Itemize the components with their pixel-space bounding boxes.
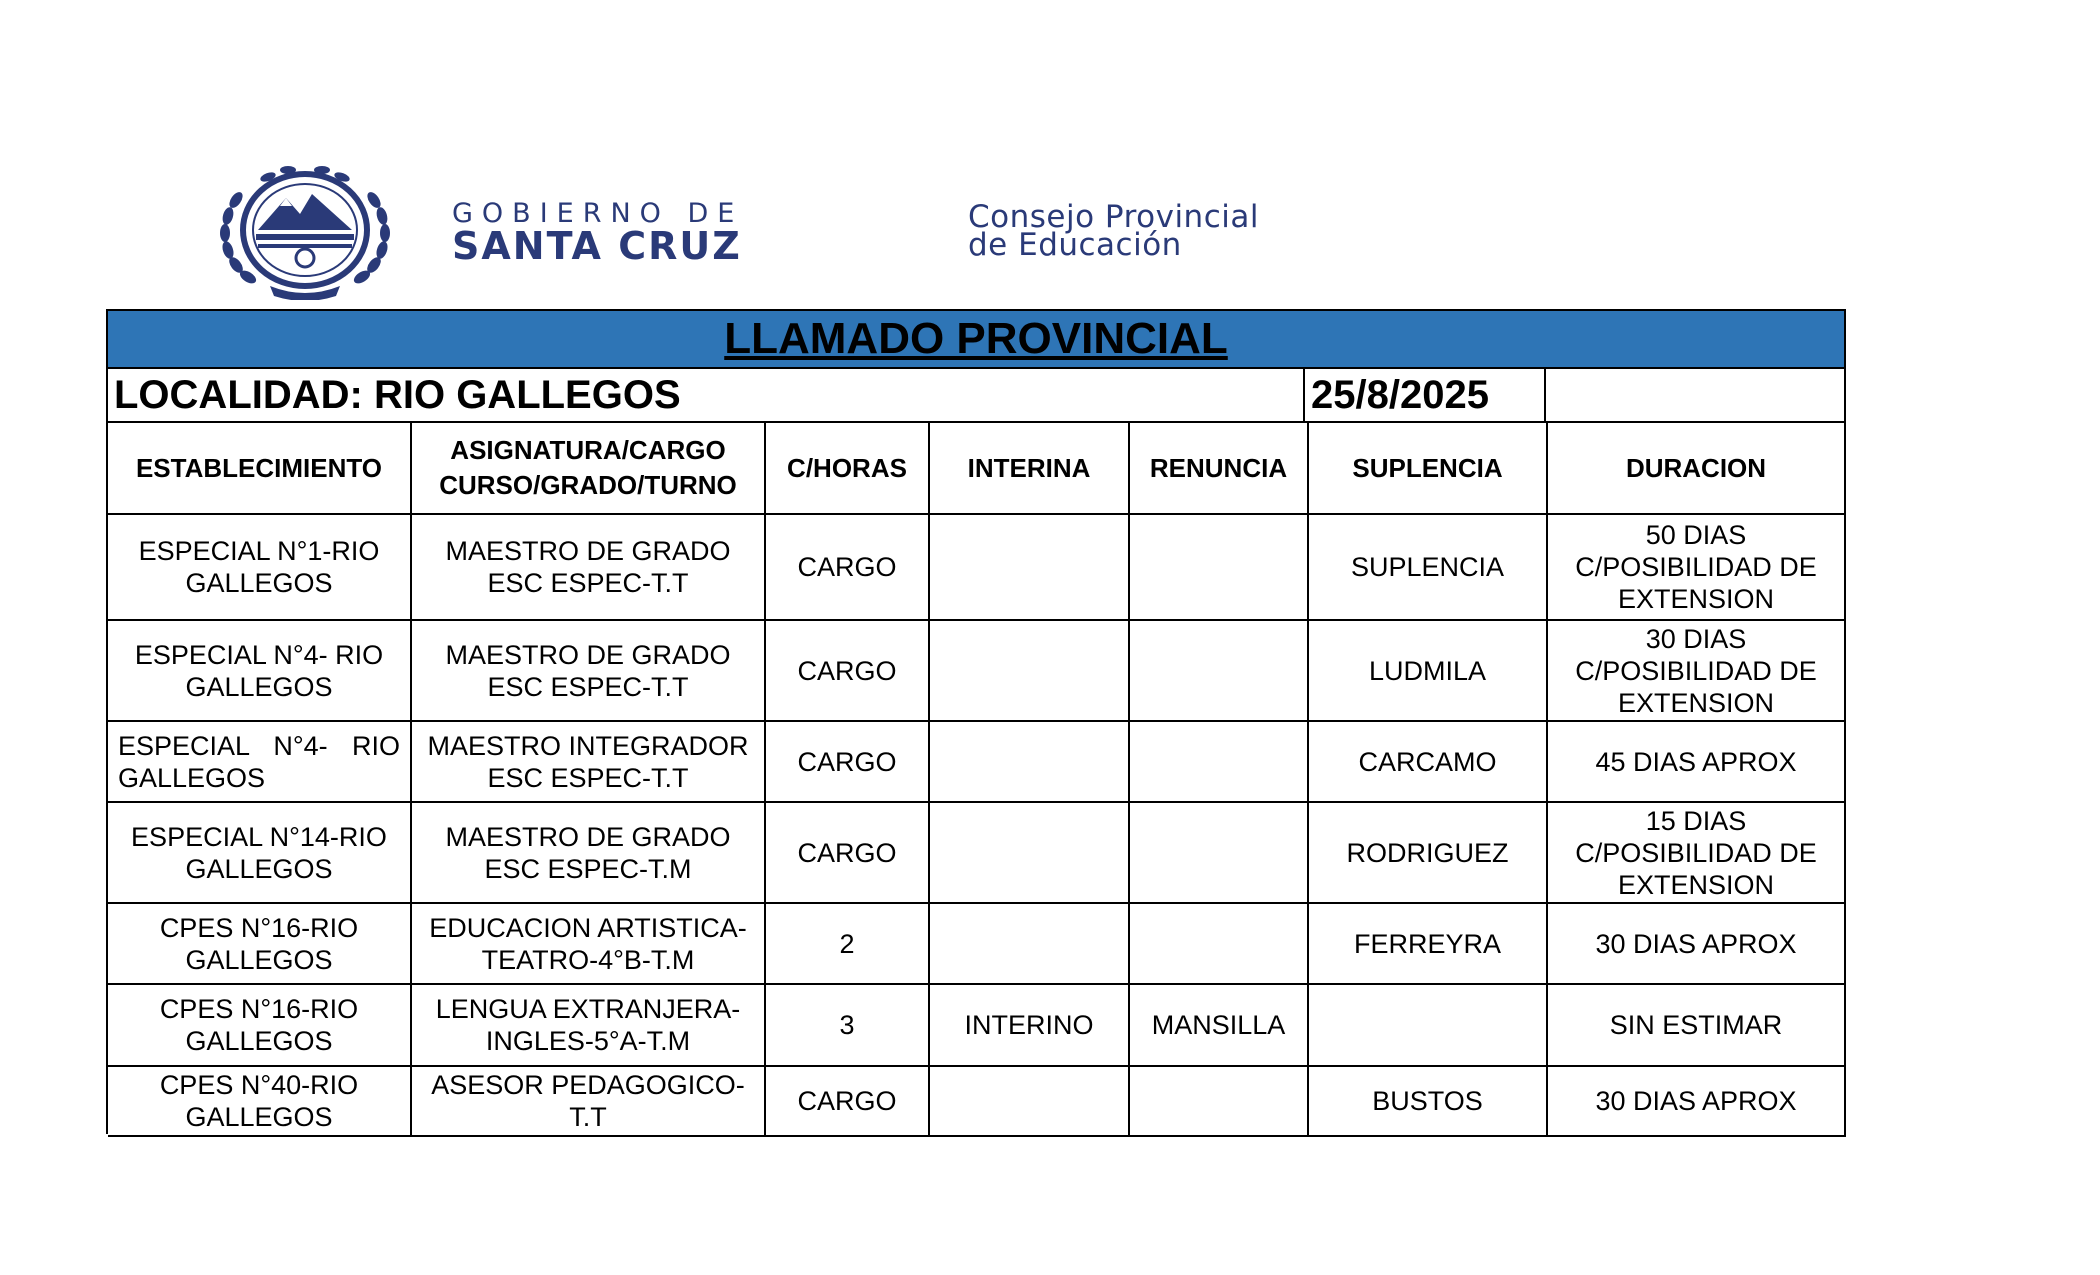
cell-duracion: 45 DIAS APROX	[1548, 722, 1846, 803]
cell-establecimiento: ESPECIAL N°4- RIO GALLEGOS	[108, 722, 412, 803]
cell-asignatura: EDUCACION ARTISTICA-TEATRO-4°B-T.M	[412, 904, 766, 985]
province-label: SANTA CRUZ	[452, 224, 742, 268]
cell-renuncia	[1130, 803, 1309, 904]
cell-establecimiento: ESPECIAL N°1-RIO GALLEGOS	[108, 515, 412, 621]
header-suplencia: SUPLENCIA	[1309, 423, 1548, 515]
cell-establecimiento: CPES N°16-RIO GALLEGOS	[108, 985, 412, 1067]
cell-duracion: 15 DIAS C/POSIBILIDAD DE EXTENSION	[1548, 803, 1846, 904]
cell-suplencia: LUDMILA	[1309, 621, 1548, 722]
cell-duracion: 30 DIAS APROX	[1548, 1067, 1846, 1137]
cell-suplencia: CARCAMO	[1309, 722, 1548, 803]
cell-renuncia	[1130, 515, 1309, 621]
date-label: 25/8/2025	[1305, 369, 1546, 423]
cell-asignatura: MAESTRO DE GRADO ESC ESPEC-T.M	[412, 803, 766, 904]
cell-establecimiento: ESPECIAL N°4- RIO GALLEGOS	[108, 621, 412, 722]
cell-interina	[930, 621, 1130, 722]
cell-establecimiento: ESPECIAL N°14-RIO GALLEGOS	[108, 803, 412, 904]
header-duracion: DURACION	[1548, 423, 1846, 515]
cell-horas: 2	[766, 904, 930, 985]
cell-renuncia	[1130, 904, 1309, 985]
call-table	[106, 309, 1846, 1134]
header-establecimiento: ESTABLECIMIENTO	[108, 423, 412, 515]
cell-interina: INTERINO	[930, 985, 1130, 1067]
cell-renuncia: MANSILLA	[1130, 985, 1309, 1067]
cell-renuncia	[1130, 1067, 1309, 1137]
cell-asignatura: MAESTRO DE GRADO ESC ESPEC-T.T	[412, 621, 766, 722]
cell-asignatura: MAESTRO INTEGRADOR ESC ESPEC-T.T	[412, 722, 766, 803]
cell-renuncia	[1130, 722, 1309, 803]
cell-interina	[930, 803, 1130, 904]
cell-suplencia: RODRIGUEZ	[1309, 803, 1548, 904]
cell-horas: CARGO	[766, 515, 930, 621]
cell-interina	[930, 722, 1130, 803]
cell-horas: CARGO	[766, 722, 930, 803]
seal-icon	[208, 160, 402, 300]
header-horas: C/HORAS	[766, 423, 930, 515]
cell-asignatura: MAESTRO DE GRADO ESC ESPEC-T.T	[412, 515, 766, 621]
cell-interina	[930, 515, 1130, 621]
header-asignatura: ASIGNATURA/CARGO CURSO/GRADO/TURNO	[412, 423, 766, 515]
council-line-2: de Educación	[968, 227, 1182, 263]
cell-suplencia	[1309, 985, 1548, 1067]
page-title: LLAMADO PROVINCIAL	[108, 311, 1846, 369]
government-logo	[452, 198, 872, 268]
cell-duracion: 30 DIAS APROX	[1548, 904, 1846, 985]
header-interina: INTERINA	[930, 423, 1130, 515]
cell-establecimiento: CPES N°40-RIO GALLEGOS	[108, 1067, 412, 1137]
cell-horas: 3	[766, 985, 930, 1067]
council-logo	[968, 199, 1388, 267]
cell-suplencia: SUPLENCIA	[1309, 515, 1548, 621]
council-line-1: Consejo Provincial	[968, 199, 1259, 235]
date-filler	[1546, 369, 1846, 423]
cell-horas: CARGO	[766, 621, 930, 722]
government-label: GOBIERNO DE	[452, 198, 744, 229]
header-renuncia: RENUNCIA	[1130, 423, 1309, 515]
cell-establecimiento: CPES N°16-RIO GALLEGOS	[108, 904, 412, 985]
cell-duracion: 50 DIAS C/POSIBILIDAD DE EXTENSION	[1548, 515, 1846, 621]
cell-horas: CARGO	[766, 803, 930, 904]
cell-asignatura: ASESOR PEDAGOGICO-T.T	[412, 1067, 766, 1137]
cell-renuncia	[1130, 621, 1309, 722]
cell-horas: CARGO	[766, 1067, 930, 1137]
cell-duracion: 30 DIAS C/POSIBILIDAD DE EXTENSION	[1548, 621, 1846, 722]
cell-asignatura: LENGUA EXTRANJERA-INGLES-5°A-T.M	[412, 985, 766, 1067]
cell-suplencia: BUSTOS	[1309, 1067, 1548, 1137]
cell-duracion: SIN ESTIMAR	[1548, 985, 1846, 1067]
cell-interina	[930, 1067, 1130, 1137]
cell-suplencia: FERREYRA	[1309, 904, 1548, 985]
cell-interina	[930, 904, 1130, 985]
locality-label: LOCALIDAD: RIO GALLEGOS	[108, 369, 1305, 423]
